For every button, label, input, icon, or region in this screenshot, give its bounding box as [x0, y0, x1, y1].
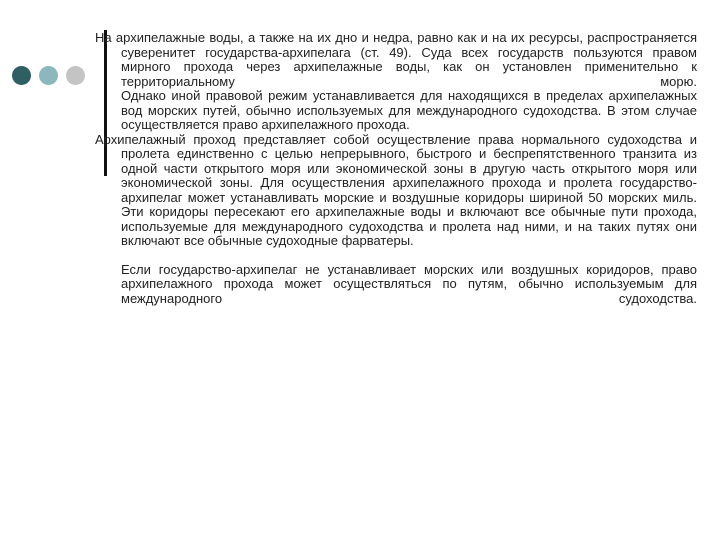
- dot-mid-icon: [39, 66, 58, 85]
- dot-light-icon: [66, 66, 85, 85]
- paragraph-no-corridors: Если государство-архипелаг не устанавливает морских или воздушных коридоров, право архипелажного прохода может осуществляться по путям, обычно используемым для международного судоходства.: [121, 261, 697, 306]
- paragraph-archipelagic-passage: Архипелажный проход представляет собой осуществление права нормального судоходства и пролета единственно с целью непрерывного, быстрого и беспрепятственного транзита из одной части открытого моря или экономической зоны в другую часть открытого моря или экономической зоны. Для осуществления архипелажного прохода и пролета государство-архипелаг может устанавливать морские и воздушные коридоры шириной 50 морских миль. Эти коридоры пересекают его архипелажные воды и включают все обычные пути прохода, используемые для международного судоходства и пролета над ними, и на таких путях они включают все обычные судоходные фарватеры.: [95, 131, 697, 248]
- spacer: [95, 249, 697, 263]
- paragraph-archipelagic-waters: На архипелажные воды, а также на их дно и недра, равно как и на их ресурсы, распространяется суверенитет государства-архипелага (ст. 49). Суда всех государств пользуются правом мирного прохода через архипелажные воды, как он установлен применительно к территориальному морю.: [95, 30, 697, 89]
- dot-dark-icon: [12, 66, 31, 85]
- paragraph-special-regime: Однако иной правовой режим устанавливается для находящихся в пределах архипелажных вод морских путей, обычно используемых для международного судоходства. В этом случае осуществляется право архипелажного прохода.: [121, 88, 697, 132]
- document-body: [95, 31, 697, 306]
